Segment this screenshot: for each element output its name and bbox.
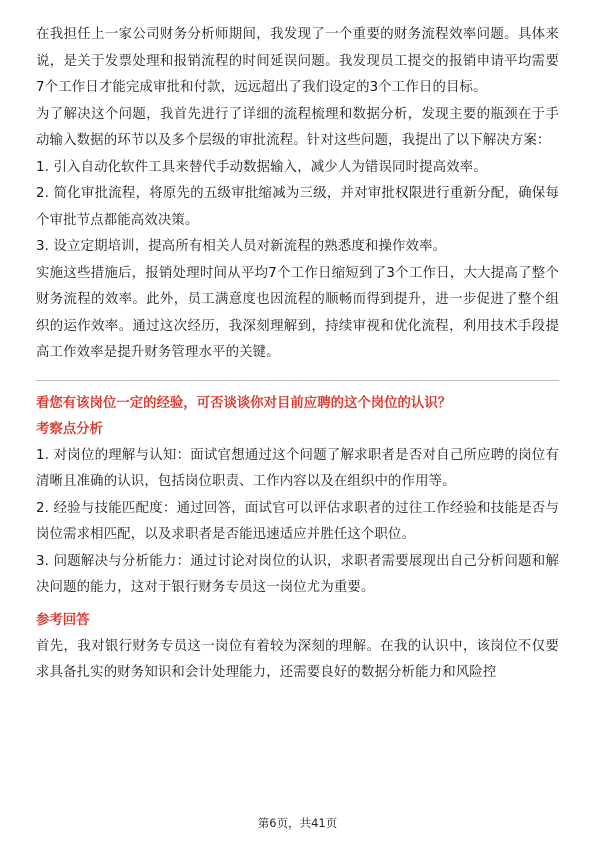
solution-item: 1. 引入自动化软件工具来替代手动数据输入，减少人为错误同时提高效率。	[36, 159, 487, 175]
answer-paragraph: 实施这些措施后，报销处理时间从平均7个工作日缩短到了3个工作日，大大提高了整个财务流程的效率。此外，员工满意度也因流程的顺畅而得到提升，进一步促进了整个组织的运作效率。通过这次经历，我深刻理解到，持续审视和优化流程，利用技术手段提高工作效率是提升财务管理水平的关键。	[36, 265, 559, 360]
section-divider	[36, 380, 559, 381]
solution-item: 3. 设立定期培训，提高所有相关人员对新流程的熟悉度和操作效率。	[36, 239, 447, 254]
solution-item: 2. 简化审批流程，将原先的五级审批缩减为三级，并对审批权限进行重新分配，确保每个审批节点都能高效决策。	[36, 186, 559, 228]
analysis-item: 1. 对岗位的理解与认知：面试官想通过这个问题了解求职者是否对自己所应聘的岗位有清晰且准确的认识，包括岗位职责、工作内容以及在组织中的作用等。	[36, 447, 559, 489]
page-number: 第6页，共41页	[257, 816, 338, 830]
interview-question: 看您有该岗位一定的经验，可否谈谈你对目前应聘的这个岗位的认识？	[36, 395, 452, 411]
document-page	[36, 22, 559, 687]
reference-answer-text: 首先，我对银行财务专员这一岗位有着较为深刻的理解。在我的认识中，该岗位不仅要求具备扎实的财务知识和会计处理能力，还需要良好的数据分析能力和风险控	[36, 638, 559, 680]
analysis-heading: 考察点分析	[36, 421, 103, 437]
answer-paragraph: 在我担任上一家公司财务分析师期间，我发现了一个重要的财务流程效率问题。具体来说，是关于发票处理和报销流程的时间延误问题。我发现员工提交的报销申请平均需要7个工作日才能完成审批和付款，远远超出了我们设定的3个工作日的目标。	[36, 27, 559, 95]
analysis-item: 3. 问题解决与分析能力：通过讨论对岗位的认识，求职者需要展现出自己分析问题和解决问题的能力，这对于银行财务专员这一岗位尤为重要。	[36, 553, 559, 595]
analysis-item: 2. 经验与技能匹配度：通过回答，面试官可以评估求职者的过往工作经验和技能是否与岗位需求相匹配，以及求职者是否能迅速适应并胜任这个职位。	[36, 500, 559, 542]
answer-paragraph: 为了解决这个问题，我首先进行了详细的流程梳理和数据分析，发现主要的瓶颈在于手动输入数据的环节以及多个层级的审批流程。针对这些问题，我提出了以下解决方案：	[36, 106, 559, 148]
reference-heading: 参考回答	[36, 612, 90, 628]
